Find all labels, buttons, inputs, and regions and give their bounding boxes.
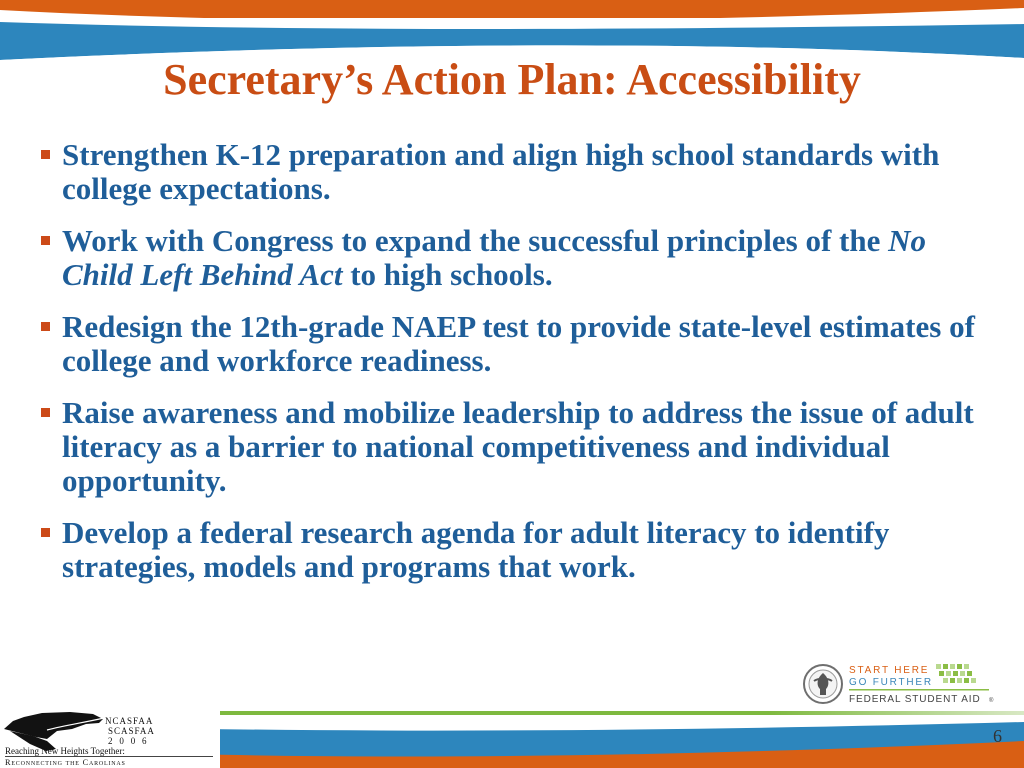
bullet-text: Develop a federal research agenda for adult literacy to identify strategies, models and programs that work.: [62, 515, 890, 584]
slide-title: Secretary’s Action Plan: Accessibility: [163, 55, 861, 104]
bullet-text: Redesign the 12th-grade NAEP test to provide state-level estimates of college and workforce readiness.: [62, 309, 975, 378]
federal-student-aid-logo: [802, 660, 998, 708]
bullet-item: [38, 224, 998, 292]
square-bullet-icon: [41, 408, 50, 417]
bullet-item: [38, 310, 998, 378]
square-bullet-icon: [41, 150, 50, 159]
bullet-text-before: Work with Congress to expand the successful principles of the: [62, 223, 889, 258]
bullet-text: Raise awareness and mobilize leadership to address the issue of adult literacy as a barrier to national competitiveness and individual opportunity.: [62, 395, 974, 498]
bullet-item: [38, 138, 998, 206]
trademark-mark: ®: [989, 698, 994, 704]
department-seal-icon: [804, 665, 842, 703]
square-bullet-icon: [41, 528, 50, 537]
fsa-logo-line3: FEDERAL STUDENT AID: [849, 694, 981, 705]
page-number: 6: [993, 726, 1002, 746]
bullet-text-after: to high schools.: [342, 257, 553, 292]
logo-tagline-line2: Reconnecting the Carolinas: [5, 758, 126, 767]
bullet-list: [38, 138, 998, 602]
square-bullet-icon: [41, 322, 50, 331]
carolinas-conference-logo: [0, 706, 220, 768]
bullet-item: [38, 396, 998, 498]
fsa-logo-line1: START HERE: [849, 665, 930, 676]
act-title: No Child Left Behind Act: [62, 223, 927, 292]
ncasfaa-label: NCASFAA: [105, 716, 154, 726]
fsa-logo-line2: GO FURTHER: [849, 677, 933, 688]
square-bullet-icon: [41, 236, 50, 245]
bullet-text: [62, 223, 926, 292]
bullet-item: [38, 516, 998, 584]
scasfaa-label: SCASFAA: [108, 726, 155, 736]
pixel-grid-icon: [936, 664, 976, 683]
conference-year: 2 0 0 6: [108, 736, 149, 746]
bullet-text: Strengthen K-12 preparation and align high school standards with college expectations.: [62, 137, 940, 206]
logo-tagline-line1: Reaching New Heights Together:: [5, 746, 125, 756]
